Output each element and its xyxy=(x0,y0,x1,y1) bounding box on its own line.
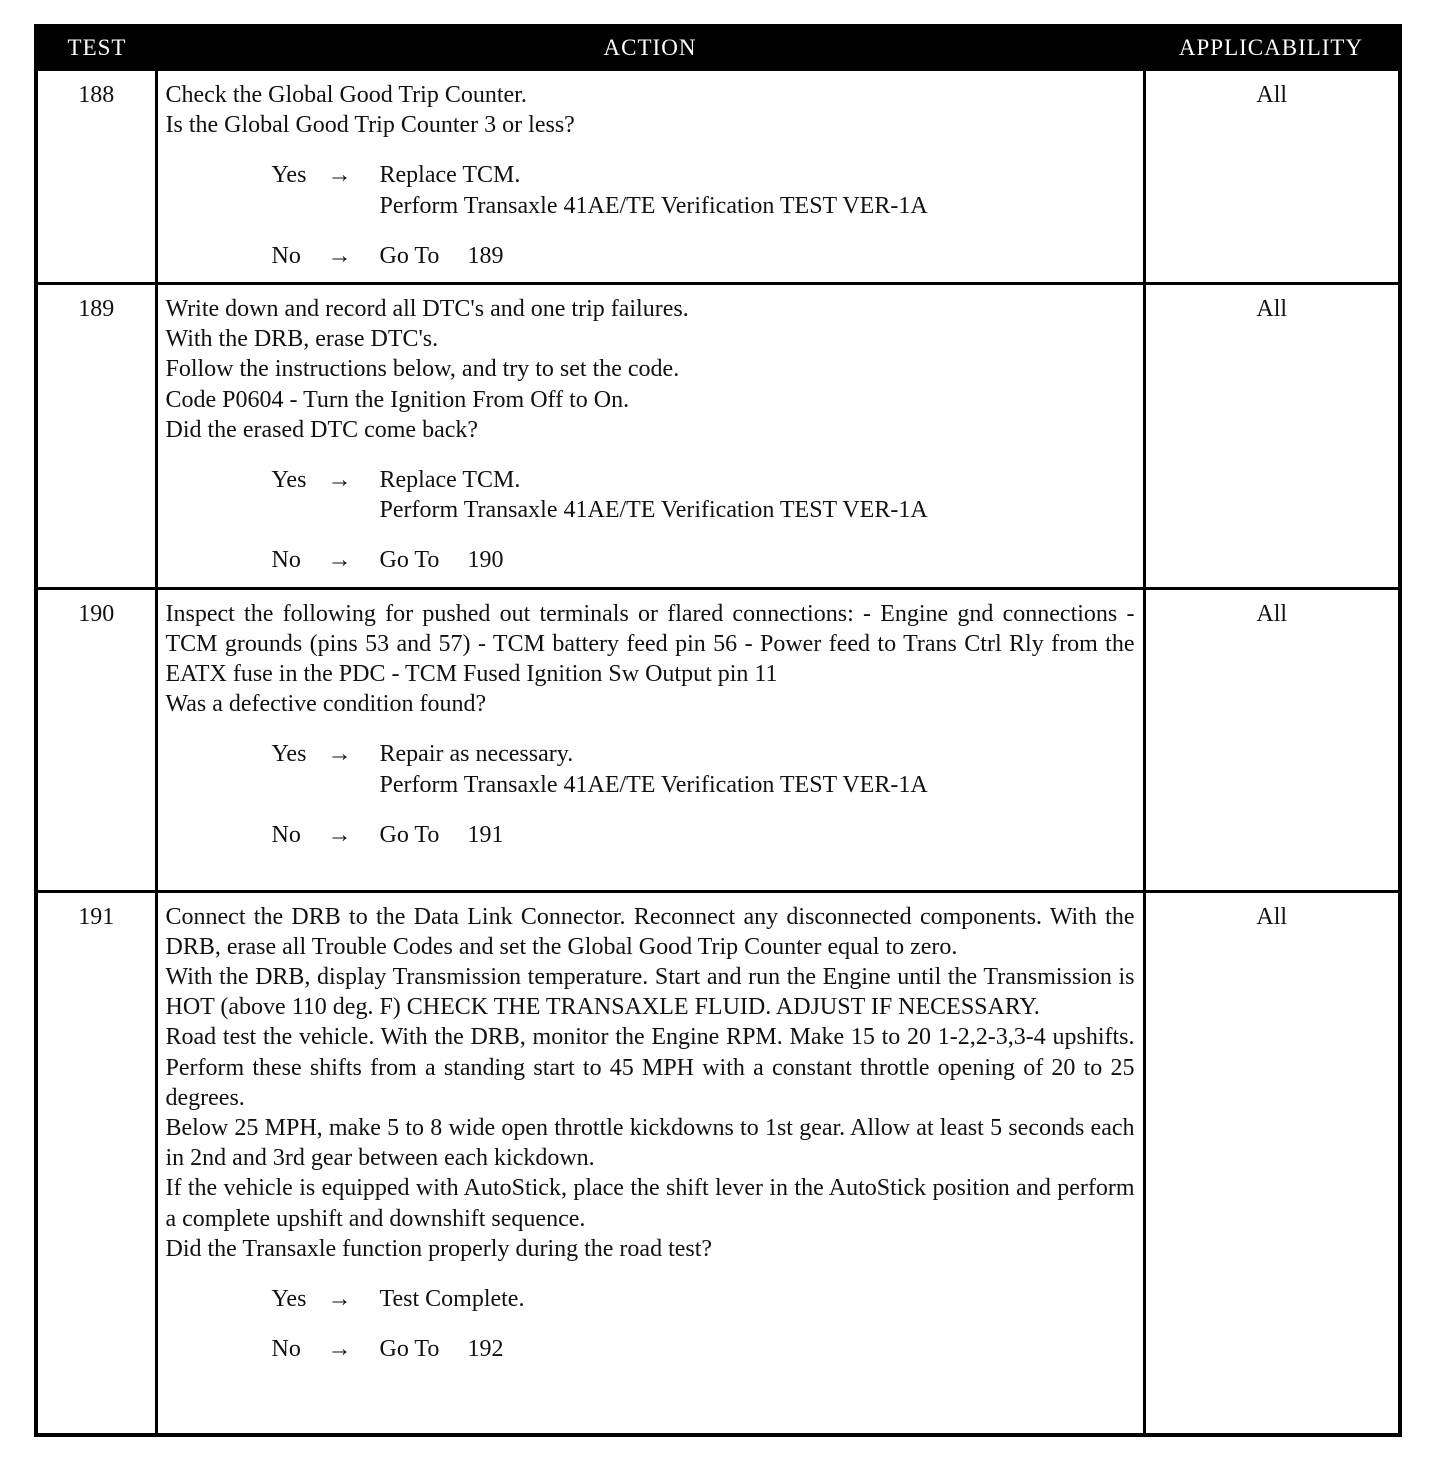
yes-response xyxy=(166,1284,1135,1314)
yes-action xyxy=(380,1284,1135,1314)
no-label: No xyxy=(271,1336,301,1363)
action-instruction: Road test the vehicle. With the DRB, monitor the Engine RPM. Make 15 to 20 1-2,2-3,3-4 upshifts. Perform these shifts from a standing start to 45 MPH with a constant throttle opening of 20 to 25 degrees. xyxy=(165,1024,1135,1111)
yes-response xyxy=(166,739,1135,799)
goto-label: Go To xyxy=(379,242,440,269)
diagnostic-test-table xyxy=(34,24,1402,1437)
action-instruction: Check the Global Good Trip Counter. xyxy=(165,82,527,108)
action-cell xyxy=(156,588,1144,891)
table-row xyxy=(36,70,1400,284)
action-instruction: Follow the instructions below, and try to set the code. xyxy=(165,356,680,383)
applicability-value: All xyxy=(1144,284,1400,589)
yes-action xyxy=(380,160,1135,220)
no-label: No xyxy=(271,242,301,269)
header-test: TEST xyxy=(36,26,156,70)
yes-label: Yes xyxy=(271,1286,307,1313)
yes-label: Yes xyxy=(271,162,307,189)
yes-action-line: Test Complete. xyxy=(379,1286,525,1313)
action-instruction: With the DRB, erase DTC's. xyxy=(165,326,439,353)
action-instruction: Write down and record all DTC's and one trip failures. xyxy=(165,296,689,323)
right-arrow-icon: → xyxy=(327,467,352,494)
yes-label: Yes xyxy=(271,741,307,768)
no-response xyxy=(166,545,1135,575)
action-instruction: Did the Transaxle function properly during the road test? xyxy=(165,1235,713,1262)
action-instruction: Inspect the following for pushed out terminals or flared connections: - Engine gnd connections - TCM grounds (pins 53 and 57) - TCM battery feed pin 56 - Power feed to Trans Ctrl Rly from the EATX fuse in the PDC - TCM Fused Ignition Sw Output pin 11 xyxy=(165,600,1135,688)
no-response xyxy=(166,820,1135,850)
goto-test-link[interactable]: 190 xyxy=(467,547,504,574)
no-action xyxy=(380,1334,1135,1364)
right-arrow-icon: → xyxy=(327,547,352,574)
right-arrow-icon: → xyxy=(327,1336,352,1363)
action-instruction: With the DRB, display Transmission temperature. Start and run the Engine until the Transmission is HOT (above 110 deg. F) CHECK THE TRANSAXLE FLUID. ADJUST IF NECESSARY. xyxy=(165,964,1135,1021)
right-arrow-icon: → xyxy=(327,821,352,848)
action-cell xyxy=(156,70,1144,284)
yes-action-line: Perform Transaxle 41AE/TE Verification TEST VER-1A xyxy=(379,192,928,219)
goto-label: Go To xyxy=(379,821,440,848)
action-instruction: Was a defective condition found? xyxy=(165,691,487,718)
no-label: No xyxy=(271,821,301,848)
no-response xyxy=(166,1334,1135,1364)
yes-action xyxy=(380,465,1135,525)
yes-response xyxy=(166,465,1135,525)
no-response xyxy=(166,241,1135,271)
action-instruction: Did the erased DTC come back? xyxy=(165,416,479,443)
applicability-value: All xyxy=(1144,588,1400,891)
no-action xyxy=(380,545,1135,575)
yes-action xyxy=(380,739,1135,799)
table-row xyxy=(36,284,1400,589)
goto-test-link[interactable]: 191 xyxy=(467,821,504,848)
goto-test-link[interactable]: 192 xyxy=(467,1336,504,1363)
right-arrow-icon: → xyxy=(327,1286,352,1313)
action-cell xyxy=(156,284,1144,589)
test-number: 191 xyxy=(36,891,156,1435)
right-arrow-icon: → xyxy=(327,741,352,768)
yes-action-line: Repair as necessary. xyxy=(379,741,574,768)
test-number: 190 xyxy=(36,588,156,891)
test-number: 189 xyxy=(36,284,156,589)
action-instruction: Below 25 MPH, make 5 to 8 wide open throttle kickdowns to 1st gear. Allow at least 5 seconds each in 2nd and 3rd gear between each kickdown. xyxy=(165,1115,1135,1172)
no-action xyxy=(380,241,1135,271)
action-cell xyxy=(156,891,1144,1435)
action-instruction: Code P0604 - Turn the Ignition From Off to On. xyxy=(165,386,630,413)
goto-label: Go To xyxy=(379,1336,440,1363)
header-applicability: APPLICABILITY xyxy=(1144,26,1400,70)
yes-label: Yes xyxy=(271,467,307,494)
applicability-value: All xyxy=(1144,70,1400,284)
applicability-value: All xyxy=(1144,891,1400,1435)
no-label: No xyxy=(271,547,301,574)
action-instruction: Connect the DRB to the Data Link Connector. Reconnect any disconnected components. With the DRB, erase all Trouble Codes and set the Global Good Trip Counter equal to zero. xyxy=(165,903,1135,960)
test-number: 188 xyxy=(36,70,156,284)
yes-response xyxy=(166,160,1135,220)
goto-label: Go To xyxy=(379,547,440,574)
action-instruction: Is the Global Good Trip Counter 3 or less? xyxy=(165,112,575,139)
table-row xyxy=(36,588,1400,891)
table-row xyxy=(36,891,1400,1435)
yes-action-line: Replace TCM. xyxy=(379,467,521,494)
yes-action-line: Replace TCM. xyxy=(379,162,521,189)
no-action xyxy=(380,820,1135,850)
yes-action-line: Perform Transaxle 41AE/TE Verification TEST VER-1A xyxy=(379,497,928,524)
right-arrow-icon: → xyxy=(327,162,352,189)
goto-test-link[interactable]: 189 xyxy=(467,242,504,269)
table-header-row xyxy=(36,26,1400,70)
action-instruction: If the vehicle is equipped with AutoStick, place the shift lever in the AutoStick position and perform a complete upshift and downshift sequence. xyxy=(165,1175,1135,1232)
header-action: ACTION xyxy=(156,26,1144,70)
yes-action-line: Perform Transaxle 41AE/TE Verification TEST VER-1A xyxy=(379,771,928,798)
right-arrow-icon: → xyxy=(327,242,352,269)
